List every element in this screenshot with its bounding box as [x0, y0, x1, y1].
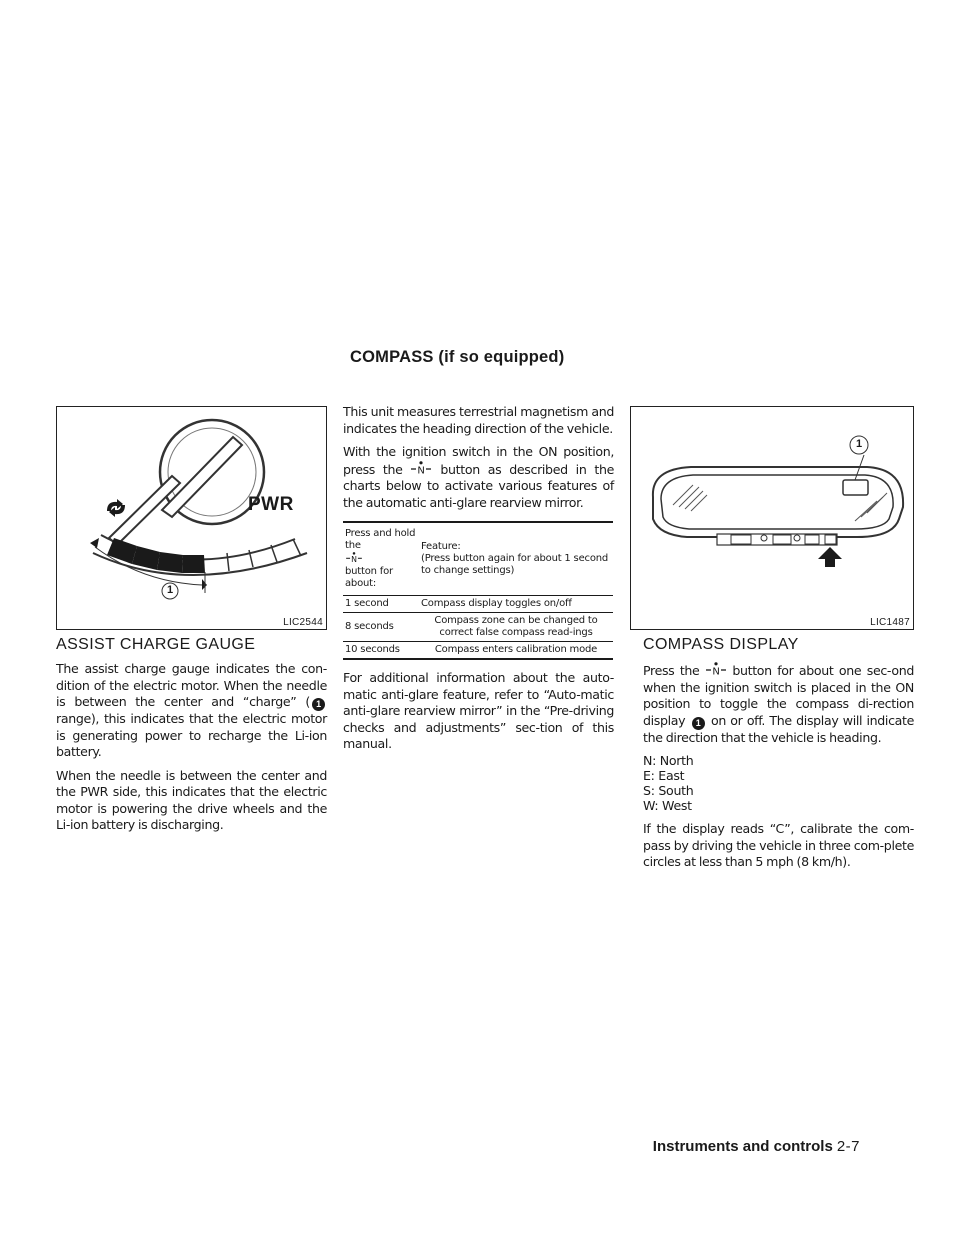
mirror-callout-number: 1 — [855, 438, 863, 450]
gauge-callout-number: 1 — [166, 584, 174, 596]
list-item: N: North — [643, 753, 694, 768]
table-header-feature: Feature: (Press button again for about 1 second to change settings) — [419, 522, 613, 596]
page-footer — [653, 1138, 860, 1155]
compass-intro — [343, 404, 614, 760]
figure-code: LIC1487 — [870, 617, 910, 628]
compass-display-paragraph-1: Press the N button for about one sec-ond when the ignition switch is placed in the ON position to toggle the compass di-rection display 1 on or off. The display will indicate the direction that the vehicle is heading. — [643, 663, 915, 745]
assist-charge-paragraph-1: The assist charge gauge indicates the con-dition of the electric motor. When the needle is between the center and “charge” ( 1 range), this indicates that the electric motor is generating power to recharge the Li-ion battery. — [56, 661, 327, 759]
compass-n-button-icon — [345, 552, 363, 563]
assist-charge-gauge-illustration — [57, 407, 326, 629]
compass-n-button-icon — [705, 662, 727, 676]
compass-paragraph-3: For additional information about the auto-matic anti-glare feature, refer to “Auto-matic anti-glare rearview mirror” in the “Pre-driving checks and adjustments” sec-tion of this manual. — [343, 670, 614, 751]
compass-display-paragraph-2: If the display reads “C”, calibrate the com-pass by driving the vehicle in three com-plete circles at less than 5 mph (8 km/h). — [643, 821, 914, 869]
compass-mirror-figure — [630, 406, 914, 630]
table-row — [343, 596, 613, 613]
charge-icon — [107, 499, 125, 517]
svg-text:N: N — [712, 666, 720, 676]
compass-paragraph-2: With the ignition switch in the ON position, press the N button as described in the charts below to activate various features of the automatic anti-glare rearview mirror. — [343, 444, 614, 510]
callout-1-badge: 1 — [312, 698, 325, 711]
list-item: S: South — [643, 783, 694, 798]
table-row — [343, 642, 613, 660]
svg-text:N: N — [351, 554, 357, 563]
assist-charge-gauge-body — [56, 661, 327, 841]
direction-list — [643, 753, 914, 813]
compass-display-body — [643, 662, 914, 878]
assist-charge-paragraph-2: When the needle is between the center and the PWR side, this indicates that the electric motor is powering the drive wheels and the Li-ion battery is discharging. — [56, 767, 327, 832]
pointer-arrow — [818, 547, 842, 567]
table-cell-feature: Compass zone can be changed to correct false compass read-ings — [419, 613, 613, 642]
callout-1-badge: 1 — [692, 717, 705, 730]
section-title: COMPASS (if so equipped) — [350, 348, 565, 366]
list-item: W: West — [643, 798, 692, 813]
figure-code: LIC2544 — [283, 617, 323, 628]
table-cell-time: 8 seconds — [343, 613, 419, 642]
assist-charge-gauge-figure — [56, 406, 327, 630]
compass-button-table — [343, 521, 613, 660]
table-row — [343, 613, 613, 642]
rearview-mirror-illustration — [631, 407, 913, 629]
compass-paragraph-1: This unit measures terrestrial magnetism and indicates the heading direction of the vehicle. — [343, 404, 614, 436]
assist-charge-gauge-heading: ASSIST CHARGE GAUGE — [56, 636, 256, 653]
table-header-hold: Press and hold the N button for about: — [343, 522, 419, 596]
table-cell-time: 10 seconds — [343, 642, 419, 660]
compass-n-button-icon — [410, 461, 432, 475]
page-number: 2-7 — [836, 1138, 860, 1155]
table-cell-feature: Compass enters calibration mode — [419, 642, 613, 660]
list-item: E: East — [643, 768, 685, 783]
gauge-pwr-label: PWR — [248, 494, 294, 515]
footer-chapter-title: Instruments and controls — [652, 1138, 833, 1155]
table-cell-time: 1 second — [343, 596, 419, 613]
svg-text:N: N — [417, 465, 426, 475]
compass-display-heading: COMPASS DISPLAY — [643, 636, 799, 653]
table-cell-feature: Compass display toggles on/off — [419, 596, 613, 613]
